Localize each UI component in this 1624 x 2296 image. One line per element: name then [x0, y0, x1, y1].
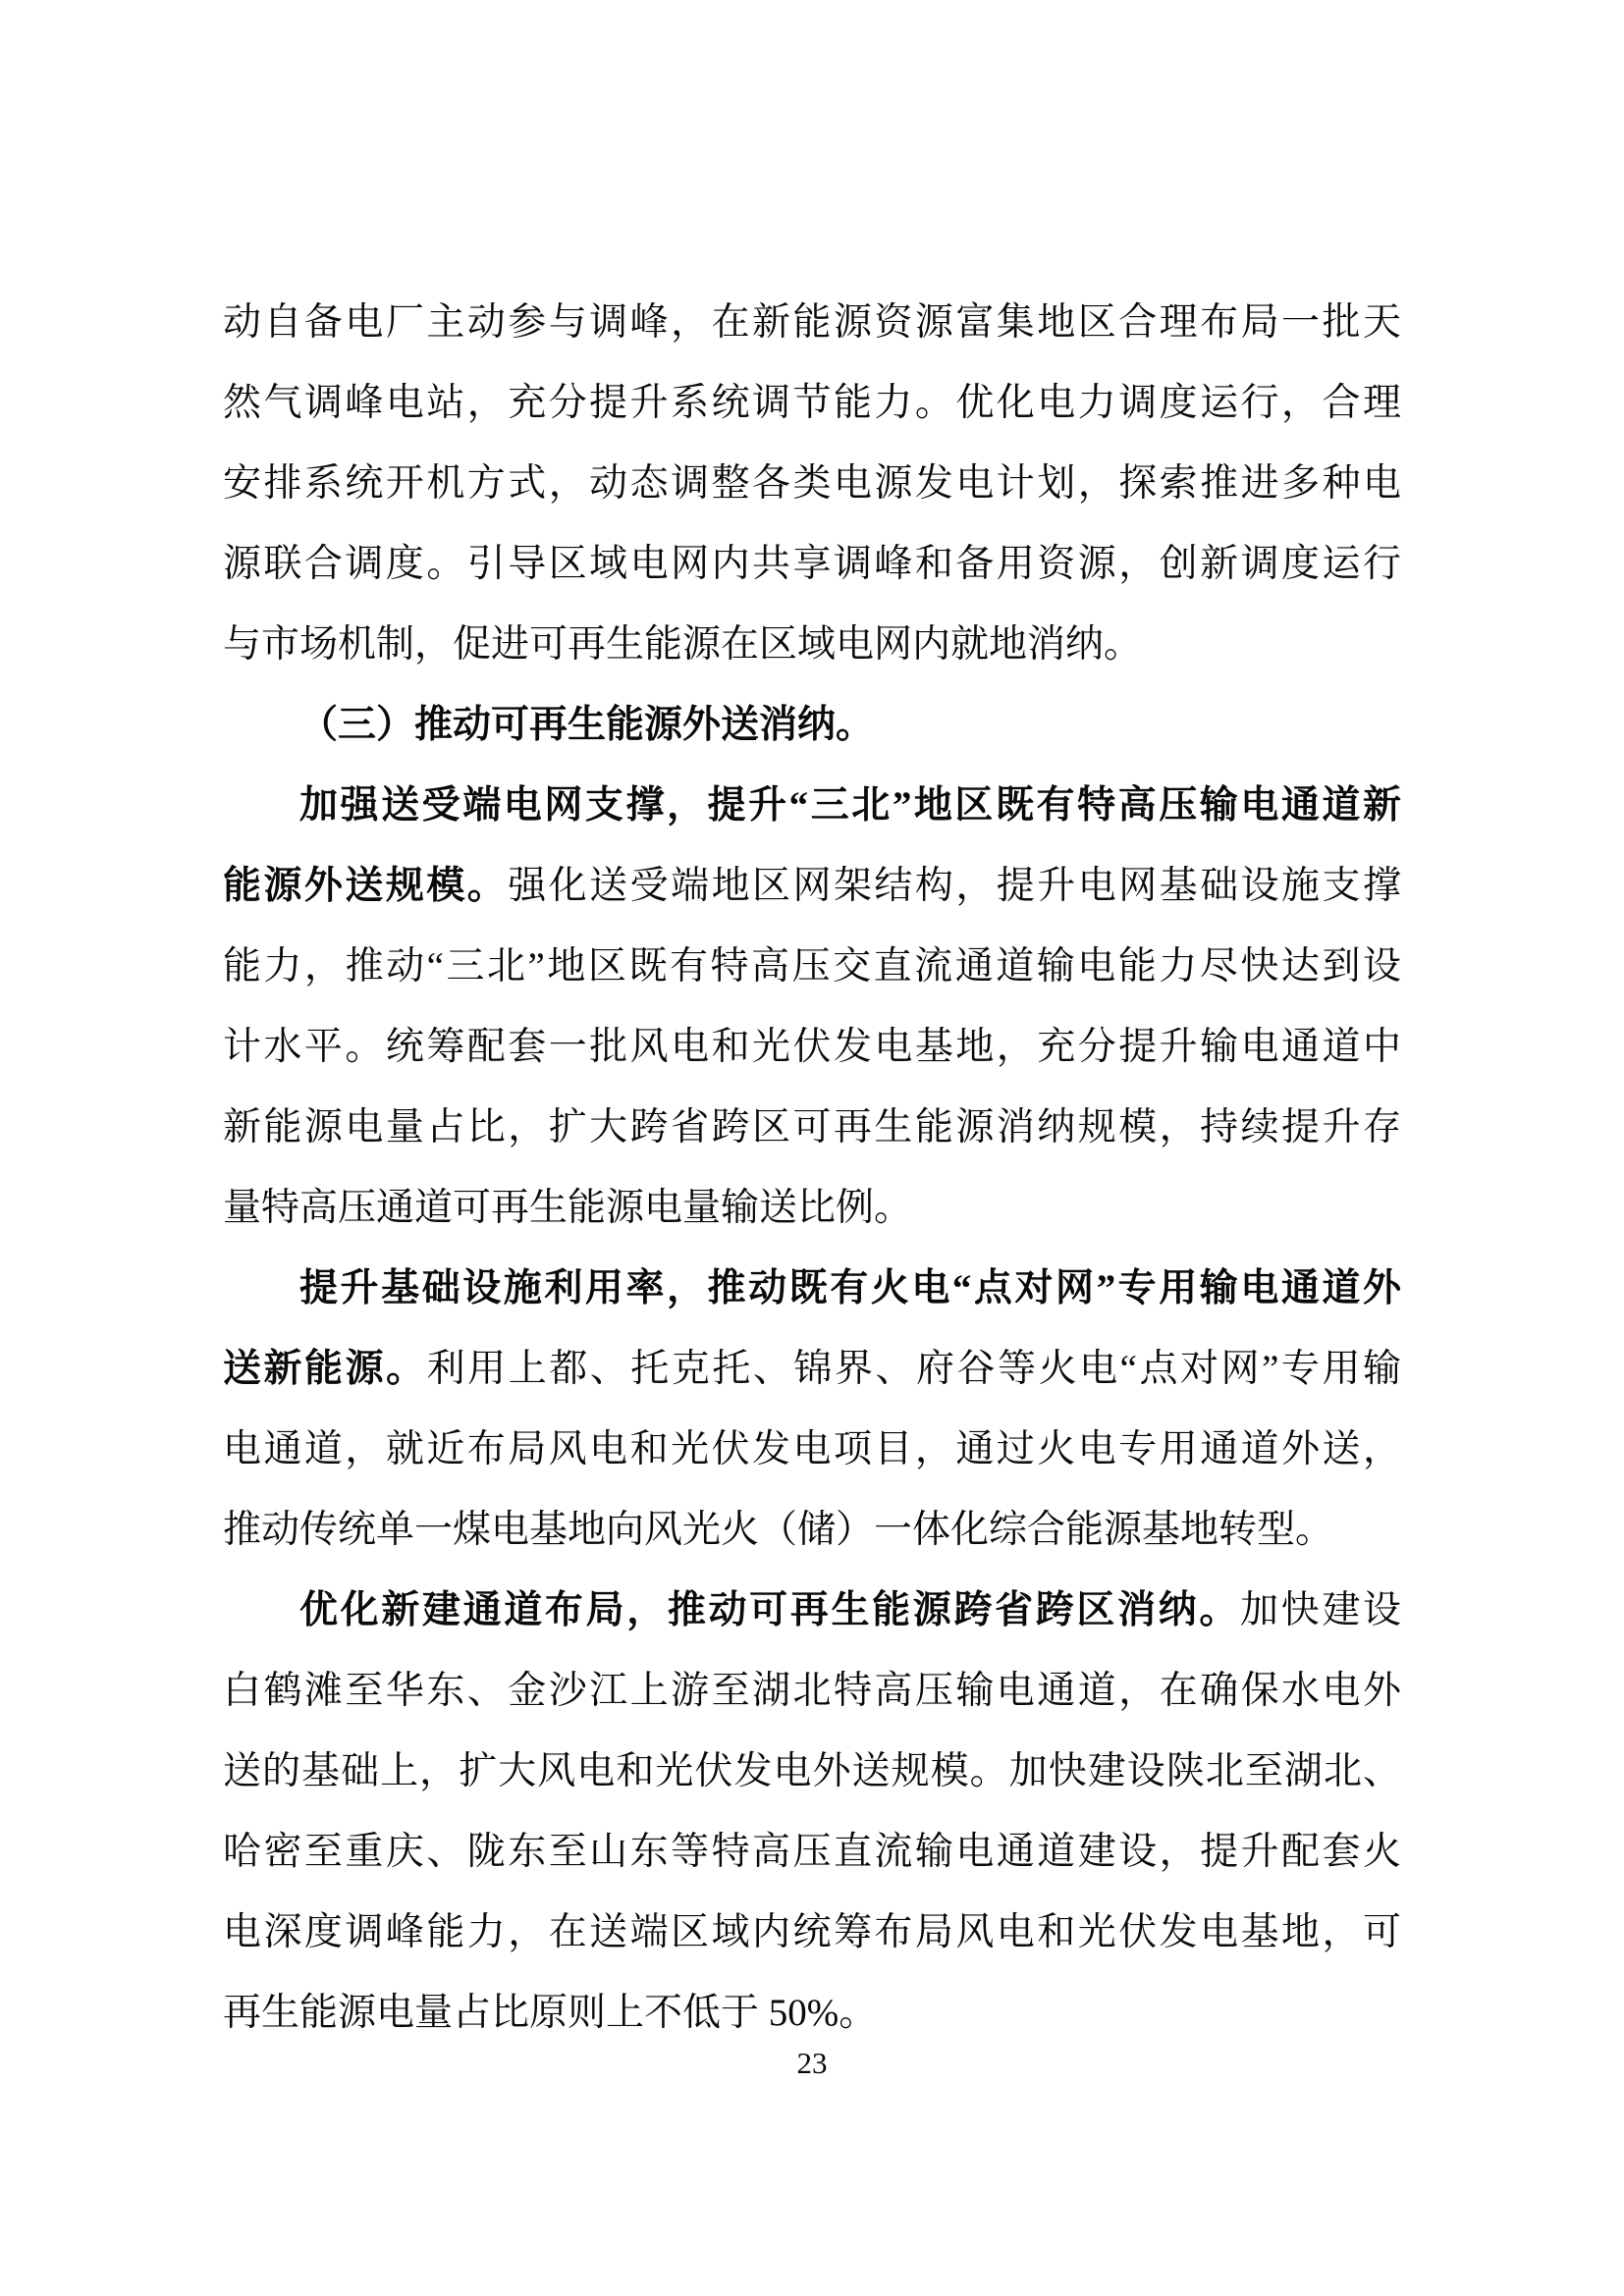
- text-line: [223, 1973, 1401, 2054]
- body-text: 与市场机制，促进可再生能源在区域电网内就地消纳。: [223, 623, 1143, 666]
- body-text: 动自备电厂主动参与调峰，在新能源资源富集地区合理布局一批天: [223, 301, 1401, 344]
- text-line: [223, 1732, 1401, 1812]
- text-line: [223, 1651, 1401, 1732]
- body-text: 新能源电量占比，扩大跨省跨区可再生能源消纳规模，持续提升存: [223, 1106, 1401, 1148]
- lead-in-bold-text: （三）推动可再生能源外送消纳。: [299, 704, 875, 746]
- lead-in-bold-text: 能源外送规模。: [223, 865, 509, 907]
- body-text: 强化送受端地区网架结构，提升电网基础设施支撑: [508, 865, 1401, 907]
- body-text: 白鹤滩至华东、金沙江上游至湖北特高压输电通道，在确保水电外: [223, 1670, 1401, 1712]
- text-line: [223, 1410, 1401, 1490]
- text-line: [223, 846, 1401, 927]
- text-line: [223, 1168, 1401, 1249]
- text-line: [223, 1249, 1401, 1329]
- body-text: 再生能源电量占比原则上不低于 50%。: [223, 1992, 878, 2034]
- body-text: 加快建设: [1240, 1589, 1401, 1631]
- body-text: 能力，推动“三北”地区既有特高压交直流通道输电能力尽快达到设: [223, 945, 1401, 988]
- text-line: [223, 927, 1401, 1007]
- lead-in-bold-text: 送新能源。: [223, 1348, 427, 1390]
- body-text: 电深度调峰能力，在送端区域内统筹布局风电和光伏发电基地，可: [223, 1911, 1401, 1953]
- body-text: 安排系统开机方式，动态调整各类电源发电计划，探索推进多种电: [223, 462, 1401, 505]
- body-text: 然气调峰电站，充分提升系统调节能力。优化电力调度运行，合理: [223, 382, 1401, 424]
- text-line: [223, 524, 1401, 605]
- text-line: [223, 1571, 1401, 1651]
- text-block: [223, 283, 1401, 2054]
- text-line: [223, 766, 1401, 846]
- lead-in-bold-text: 加强送受端电网支撑，提升“三北”地区既有特高压输电通道新: [299, 784, 1401, 827]
- text-line: [223, 363, 1401, 444]
- text-line: [223, 444, 1401, 524]
- body-text: 哈密至重庆、陇东至山东等特高压直流输电通道建设，提升配套火: [223, 1831, 1401, 1873]
- text-line: [223, 283, 1401, 363]
- text-line: [223, 1329, 1401, 1410]
- text-line: [223, 1088, 1401, 1168]
- text-line: [223, 1490, 1401, 1571]
- text-line: [223, 1893, 1401, 1973]
- page-number: 23: [796, 2046, 828, 2080]
- body-text: 源联合调度。引导区域电网内共享调峰和备用资源，创新调度运行: [223, 543, 1401, 585]
- lead-in-bold-text: 提升基础设施利用率，推动既有火电“点对网”专用输电通道外: [299, 1267, 1401, 1309]
- body-text: 送的基础上，扩大风电和光伏发电外送规模。加快建设陕北至湖北、: [223, 1750, 1401, 1792]
- body-text: 计水平。统筹配套一批风电和光伏发电基地，充分提升输电通道中: [223, 1026, 1401, 1068]
- body-text: 量特高压通道可再生能源电量输送比例。: [223, 1187, 913, 1229]
- body-text: 推动传统单一煤电基地向风光火（储）一体化综合能源基地转型。: [223, 1509, 1334, 1551]
- lead-in-bold-text: 优化新建通道布局，推动可再生能源跨省跨区消纳。: [299, 1589, 1241, 1631]
- text-line: [223, 1812, 1401, 1893]
- text-line: [223, 685, 1401, 766]
- body-text: 利用上都、托克托、锦界、府谷等火电“点对网”专用输: [426, 1348, 1401, 1390]
- body-text: 电通道，就近布局风电和光伏发电项目，通过火电专用通道外送，: [223, 1428, 1401, 1470]
- text-line: [223, 1007, 1401, 1088]
- text-line: [223, 605, 1401, 685]
